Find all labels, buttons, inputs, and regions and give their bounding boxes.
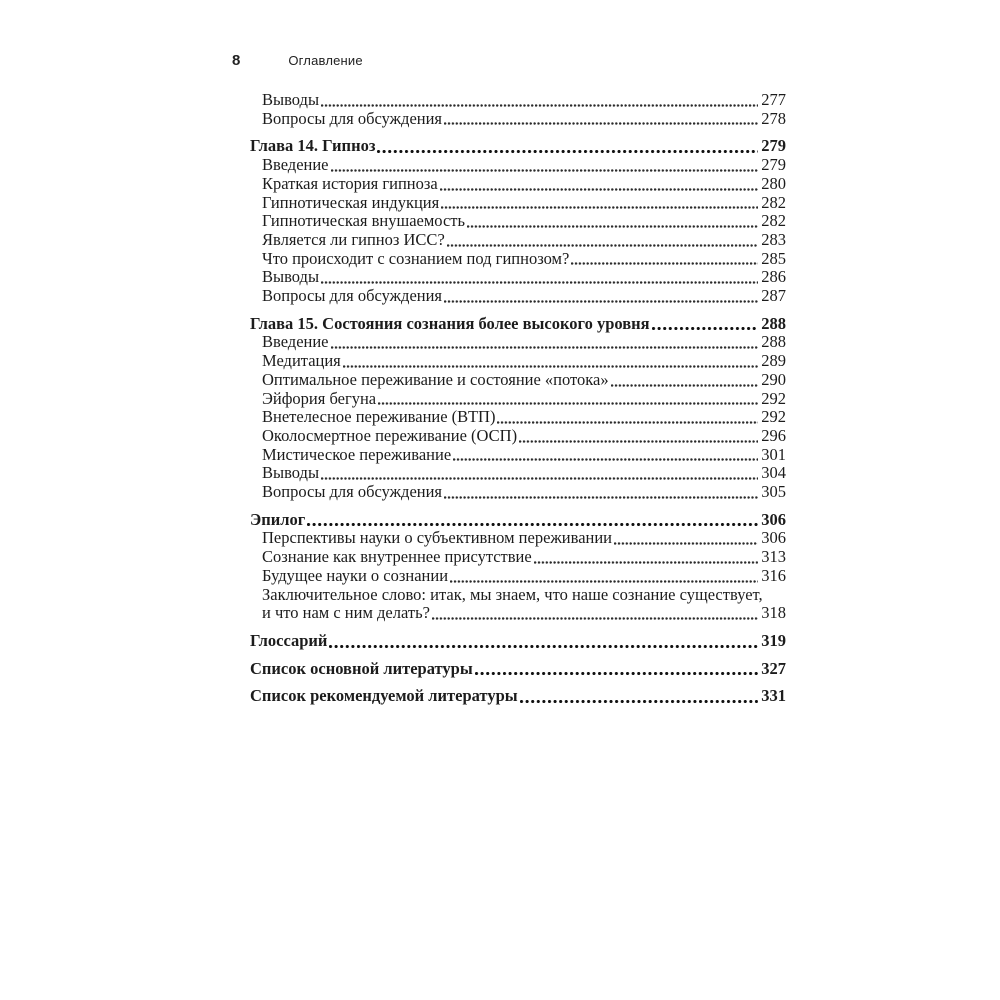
toc-page-ref: 283 xyxy=(761,229,786,249)
toc-entry-label: Заключительное слово: итак, мы знаем, что наше сознание существует, xyxy=(262,584,763,604)
dot-leader xyxy=(377,137,758,156)
toc-entry xyxy=(250,529,786,548)
dot-leader xyxy=(444,287,758,306)
toc-page-ref: 327 xyxy=(761,658,786,678)
toc-entry xyxy=(250,91,786,110)
toc-entry xyxy=(250,511,786,530)
toc-entry-label: Медитация xyxy=(262,351,341,371)
dot-leader xyxy=(447,231,758,250)
toc-page-ref: 296 xyxy=(761,425,786,445)
toc-entry-label: Выводы xyxy=(262,267,320,287)
toc-entry-label: Вопросы для обсуждения xyxy=(262,286,443,306)
toc-page-ref: 288 xyxy=(761,313,786,333)
toc-page-ref: 306 xyxy=(761,509,786,529)
toc-entry-label: Список основной литературы xyxy=(250,658,473,678)
dot-leader xyxy=(520,687,759,706)
toc-page-ref: 287 xyxy=(761,286,786,306)
dot-leader xyxy=(652,315,759,334)
toc-page-ref: 292 xyxy=(761,407,786,427)
toc-page-ref: 286 xyxy=(761,267,786,287)
toc-page-ref: 278 xyxy=(761,108,786,128)
toc-entry-label: Перспективы науки о субъективном переживании xyxy=(262,528,613,548)
dot-leader xyxy=(378,390,758,409)
toc-page-ref: 301 xyxy=(761,444,786,464)
toc-page-ref: 290 xyxy=(761,369,786,389)
running-title: Оглавление xyxy=(288,53,363,68)
toc-page-ref: 316 xyxy=(761,565,786,585)
toc-page-ref: 306 xyxy=(761,528,786,548)
toc-entry-label: Гипнотическая индукция xyxy=(262,192,440,212)
dot-leader xyxy=(343,352,758,371)
toc-page-ref: 292 xyxy=(761,388,786,408)
dot-leader xyxy=(497,408,758,427)
toc-entry xyxy=(250,287,786,306)
toc-list xyxy=(250,91,786,706)
toc-entry-label: Внетелесное переживание (ВТП) xyxy=(262,407,496,427)
toc-page-ref: 318 xyxy=(761,603,786,623)
toc-entry xyxy=(250,137,786,156)
dot-leader xyxy=(571,250,758,269)
dot-leader xyxy=(450,567,758,586)
toc-entry xyxy=(250,390,786,409)
toc-entry xyxy=(250,548,786,567)
toc-entry xyxy=(250,156,786,175)
toc-page-ref: 277 xyxy=(761,90,786,109)
toc-page-ref: 304 xyxy=(761,463,786,483)
toc-entry xyxy=(250,212,786,231)
toc-entry xyxy=(250,250,786,269)
dot-leader xyxy=(321,268,758,287)
toc-page-ref: 319 xyxy=(761,630,786,650)
toc-entry-label: Список рекомендуемой литературы xyxy=(250,686,518,706)
toc-entry xyxy=(250,333,786,352)
toc-entry xyxy=(250,632,786,651)
dot-leader xyxy=(321,464,758,483)
toc-entry-label: Глоссарий xyxy=(250,630,328,650)
toc-page-ref: 279 xyxy=(761,136,786,156)
toc-entry xyxy=(250,268,786,287)
dot-leader xyxy=(444,483,758,502)
toc-entry xyxy=(250,371,786,390)
dot-leader xyxy=(765,586,783,605)
toc-page-ref: 289 xyxy=(761,351,786,371)
toc-entry-label: Вопросы для обсуждения xyxy=(262,482,443,502)
toc-entry-label: Оптимальное переживание и состояние «потока» xyxy=(262,369,609,389)
dot-leader xyxy=(475,660,759,679)
toc-entry xyxy=(250,446,786,465)
toc-entry-label: Сознание как внутреннее присутствие xyxy=(262,547,532,567)
toc-page-ref: 282 xyxy=(761,192,786,212)
dot-leader xyxy=(307,511,758,530)
toc-entry-label: Выводы xyxy=(262,90,320,109)
toc-entry xyxy=(250,586,786,605)
toc-entry-label: Гипнотическая внушаемость xyxy=(262,211,466,231)
toc-entry-label: Эйфория бегуна xyxy=(262,388,377,408)
dot-leader xyxy=(534,548,759,567)
dot-leader xyxy=(321,91,758,110)
toc-entry xyxy=(250,194,786,213)
toc-entry-label: Введение xyxy=(262,332,329,352)
toc-page-ref: 282 xyxy=(761,211,786,231)
dot-leader xyxy=(441,194,758,213)
toc-page-ref: 285 xyxy=(761,248,786,268)
toc-entry-label: Введение xyxy=(262,155,329,175)
dot-leader xyxy=(432,604,758,623)
toc-entry-label: Эпилог xyxy=(250,509,306,529)
toc-entry xyxy=(250,315,786,334)
toc-entry xyxy=(250,175,786,194)
toc-entry xyxy=(250,231,786,250)
toc-entry-label: и что нам с ним делать? xyxy=(262,603,430,623)
dot-leader xyxy=(444,110,758,129)
toc-entry-label: Вопросы для обсуждения xyxy=(262,108,443,128)
toc-entry-label: Мистическое переживание xyxy=(262,444,452,464)
toc-page-ref: 313 xyxy=(761,547,786,567)
dot-leader xyxy=(331,156,759,175)
toc-page-ref: 331 xyxy=(761,686,786,706)
toc-entry-label: Является ли гипноз ИСС? xyxy=(262,229,445,249)
toc-entry-label: Глава 14. Гипноз xyxy=(250,136,376,156)
toc-entry-label: Глава 15. Состояния сознания более высокого уровня xyxy=(250,313,650,333)
dot-leader xyxy=(614,529,758,548)
toc-entry-label: Что происходит с сознанием под гипнозом? xyxy=(262,248,570,268)
toc-entry xyxy=(250,352,786,371)
toc-entry xyxy=(250,660,786,679)
toc-entry-label: Околосмертное переживание (ОСП) xyxy=(262,425,518,445)
toc-page-ref: 280 xyxy=(761,173,786,193)
toc-entry-label: Выводы xyxy=(262,463,320,483)
toc-entry xyxy=(250,110,786,129)
toc-page-ref: 279 xyxy=(761,155,786,175)
toc-entry-label: Будущее науки о сознании xyxy=(262,565,449,585)
toc-page-ref: 305 xyxy=(761,482,786,502)
page-header xyxy=(232,52,363,69)
toc-entry xyxy=(250,408,786,427)
dot-leader xyxy=(611,371,759,390)
page-number: 8 xyxy=(232,52,241,69)
toc-entry xyxy=(250,427,786,446)
toc-entry xyxy=(250,483,786,502)
toc-page-ref: 288 xyxy=(761,332,786,352)
dot-leader xyxy=(519,427,758,446)
dot-leader xyxy=(440,175,759,194)
toc-entry-label: Краткая история гипноза xyxy=(262,173,438,193)
toc-entry xyxy=(250,604,786,623)
dot-leader xyxy=(453,446,758,465)
dot-leader xyxy=(329,632,758,651)
toc-entry xyxy=(250,567,786,586)
dot-leader xyxy=(467,212,758,231)
toc-entry xyxy=(250,464,786,483)
toc-entry xyxy=(250,687,786,706)
dot-leader xyxy=(331,333,759,352)
